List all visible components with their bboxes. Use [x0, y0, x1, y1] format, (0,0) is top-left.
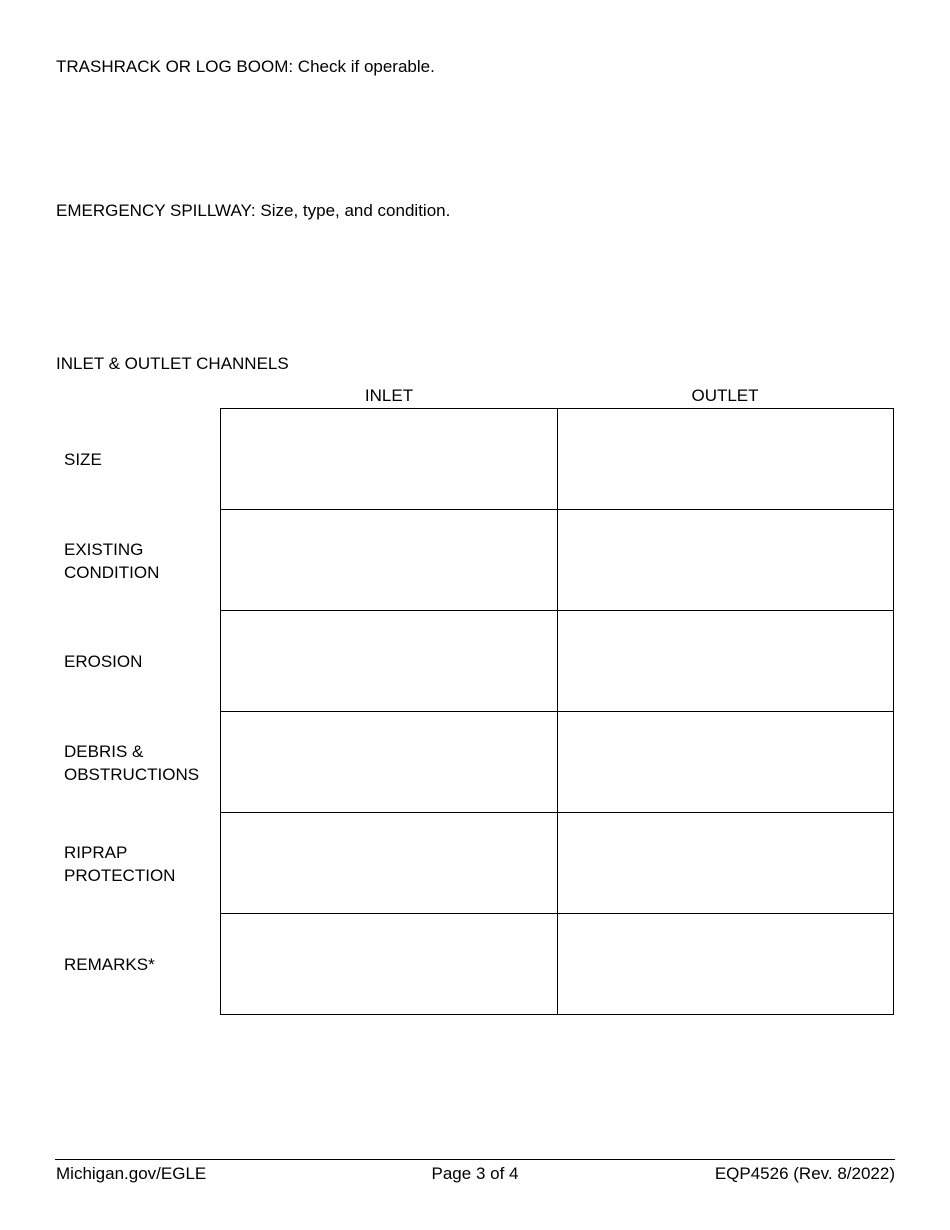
page-footer: [55, 1159, 895, 1183]
row-label-text: EXISTING: [64, 539, 144, 559]
footer-page-number: Page 3 of 4: [431, 1164, 519, 1183]
table-row-riprap-protection: [221, 813, 894, 914]
table-row-remarks: [221, 914, 894, 1015]
outlet-erosion-cell[interactable]: [557, 611, 894, 712]
inlet-size-cell[interactable]: [221, 409, 558, 510]
outlet-riprap-protection-cell[interactable]: [557, 813, 894, 914]
table-row-existing-condition: [221, 510, 894, 611]
row-label-existing-condition: [64, 510, 220, 611]
row-label-text: REMARKS*: [64, 955, 155, 974]
table-row-erosion: [221, 611, 894, 712]
column-header-outlet: OUTLET: [691, 386, 759, 405]
inlet-riprap-protection-cell[interactable]: [221, 813, 558, 914]
row-label-text: OBSTRUCTIONS: [64, 764, 200, 784]
row-label-text: RIPRAP: [64, 842, 128, 862]
row-label-riprap-protection: [64, 813, 220, 914]
table-row-size: [221, 409, 894, 510]
row-label-text: EROSION: [64, 652, 143, 671]
row-label-text: SIZE: [64, 450, 102, 469]
inlet-outlet-channels-heading: INLET & OUTLET CHANNELS: [56, 354, 289, 373]
channels-table: [220, 408, 894, 1015]
row-label-text: PROTECTION: [64, 865, 176, 885]
row-label-size: [64, 409, 220, 510]
row-label-text: CONDITION: [64, 562, 160, 582]
footer-website: Michigan.gov/EGLE: [56, 1164, 207, 1183]
row-label-debris-obstructions: [64, 712, 220, 813]
outlet-existing-condition-cell[interactable]: [557, 510, 894, 611]
inlet-remarks-cell[interactable]: [221, 914, 558, 1015]
inlet-debris-obstructions-cell[interactable]: [221, 712, 558, 813]
footer-form-number: EQP4526 (Rev. 8/2022): [714, 1164, 895, 1183]
row-label-text: DEBRIS &: [64, 741, 144, 761]
table-row-debris-obstructions: [221, 712, 894, 813]
outlet-debris-obstructions-cell[interactable]: [557, 712, 894, 813]
column-header-inlet: INLET: [364, 386, 414, 405]
row-label-erosion: [64, 611, 220, 712]
trashrack-heading: TRASHRACK OR LOG BOOM: Check if operable.: [56, 57, 435, 76]
inlet-erosion-cell[interactable]: [221, 611, 558, 712]
inlet-existing-condition-cell[interactable]: [221, 510, 558, 611]
row-label-remarks: [64, 914, 220, 1015]
emergency-spillway-heading: EMERGENCY SPILLWAY: Size, type, and condition.: [56, 201, 451, 220]
outlet-size-cell[interactable]: [557, 409, 894, 510]
outlet-remarks-cell[interactable]: [557, 914, 894, 1015]
